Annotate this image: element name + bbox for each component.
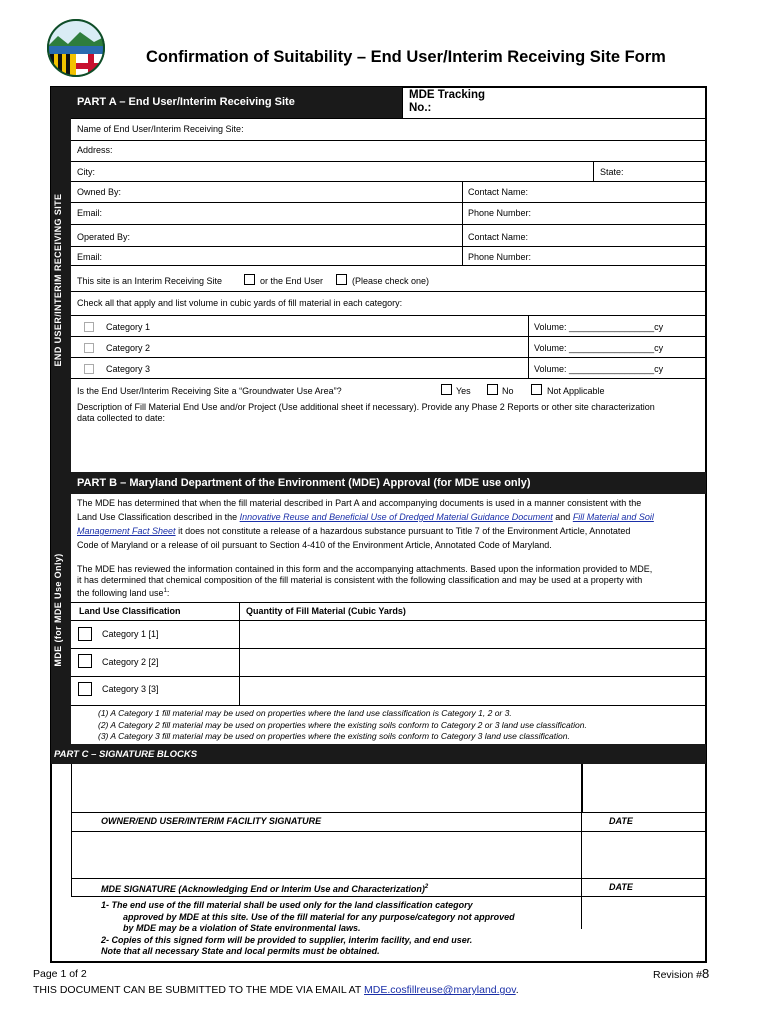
mde-category-2-checkbox[interactable] (78, 654, 92, 668)
land-use-column-header: Land Use Classification (79, 606, 181, 616)
operated-by-field[interactable]: Operated By: (77, 232, 131, 242)
owner-phone-field[interactable]: Phone Number: (468, 208, 532, 218)
check-one-label: (Please check one) (352, 276, 430, 286)
category-2-label: Category 2 (106, 343, 151, 353)
mde-category-1-label: Category 1 [1] (102, 629, 159, 639)
category-3-checkbox[interactable] (84, 364, 94, 374)
part-c-heading: PART C – SIGNATURE BLOCKS (54, 749, 198, 760)
owner-date-label: DATE (609, 816, 633, 826)
mde-category-2-label: Category 2 [2] (102, 657, 159, 667)
guidance-document-link[interactable]: Innovative Reuse and Beneficial Use of Dredged Material Guidance Document (239, 512, 553, 522)
part-b-paragraph-2: The MDE has reviewed the information contained in this form and the accompanying attachments. Based upon the information provided to MDE, it has determined that chemical composition of the fill material is consistent with the following classification and may be used at a property with the following land use$^1$: (77, 564, 653, 598)
part-b-heading: PART B – Maryland Department of the Environment (MDE) Approval (for MDE use only) (77, 477, 531, 489)
category-1-checkbox[interactable] (84, 322, 94, 332)
revision-number: Revision #8 (653, 966, 710, 981)
mde-category-3-checkbox[interactable] (78, 682, 92, 696)
operator-phone-field[interactable]: Phone Number: (468, 252, 532, 262)
groundwater-no-checkbox[interactable] (487, 384, 498, 395)
owner-signature-area[interactable] (71, 764, 583, 813)
category-2-volume[interactable]: Volume: _________________cy (534, 343, 664, 353)
operator-contact-field[interactable]: Contact Name: (468, 232, 529, 242)
end-user-checkbox[interactable] (336, 274, 347, 285)
category-2-checkbox[interactable] (84, 343, 94, 353)
groundwater-na-checkbox[interactable] (531, 384, 542, 395)
address-field[interactable]: Address: (77, 145, 113, 155)
quantity-column-header: Quantity of Fill Material (Cubic Yards) (246, 606, 406, 616)
owner-contact-field[interactable]: Contact Name: (468, 187, 529, 197)
part-a-side-label: END USER/INTERIM RECEIVING SITE (53, 193, 63, 367)
mde-signature-area[interactable] (71, 831, 582, 879)
end-user-label: or the End User (260, 276, 324, 286)
mde-category-1-checkbox[interactable] (78, 627, 92, 641)
state-field[interactable]: State: (600, 167, 624, 177)
interim-site-checkbox[interactable] (244, 274, 255, 285)
classification-notes: (1) A Category 1 fill material may be used on properties where the land use classification is Category 1, 2 or 3. (2) A Category 2 fill material may be used on properties where the existing soils conform to Category 2 or 3 land use classification. (3) A Category 3 fill material may be used on properties where the existing soils conform to Category 3 land use classification. (98, 708, 587, 741)
site-name-field[interactable]: Name of End User/Interim Receiving Site: (77, 124, 244, 134)
category-3-label: Category 3 (106, 364, 151, 374)
mde-date-label: DATE (609, 882, 633, 892)
category-1-volume[interactable]: Volume: _________________cy (534, 322, 664, 332)
mde-signature-label: MDE SIGNATURE (Acknowledging End or Interim Use and Characterization)$^2$ (101, 884, 429, 894)
submission-note: THIS DOCUMENT CAN BE SUBMITTED TO THE MDE VIA EMAIL AT MDE.cosfillreuse@maryland.gov. (33, 984, 519, 996)
owned-by-field[interactable]: Owned By: (77, 187, 122, 197)
site-type-question: This site is an Interim Receiving Site (77, 276, 223, 286)
fact-sheet-link-b[interactable]: Management Fact Sheet (77, 526, 176, 536)
page-title: Confirmation of Suitability – End User/Interim Receiving Site Form (146, 48, 666, 66)
groundwater-question: Is the End User/Interim Receiving Site a “Groundwater Use Area”? (77, 386, 342, 396)
signature-notes: 1- The end use of the fill material shall be used only for the land classification category approved by MDE at this site. Use of the fill material for any purpose/category not approved by MDE may be a violation of State environmental laws. 2- Copies of this signed form will be provided to supplier, interim facility, and end user. Note that all necessary State and local permits must be obtained. (101, 900, 515, 956)
groundwater-yes-label: Yes (456, 386, 471, 396)
mde-category-3-label: Category 3 [3] (102, 684, 159, 694)
check-all-instructions: Check all that apply and list volume in cubic yards of fill material in each category: (77, 298, 403, 308)
tracking-label: MDE Tracking No.: (409, 89, 486, 114)
city-field[interactable]: City: (77, 167, 95, 177)
category-1-label: Category 1 (106, 322, 151, 332)
operator-email-field[interactable]: Email: (77, 252, 103, 262)
description-prompt[interactable]: Description of Fill Material End Use and/or Project (Use additional sheet if necessary). Provide any Phase 2 Reports or other site characterization data collected to date: (77, 402, 655, 423)
groundwater-na-label: Not Applicable (547, 386, 605, 396)
part-b-paragraph-1: The MDE has determined that when the fill material described in Part A and accompanying documents is used in a manner consistent with the Land Use Classification described in the Innovative Reuse and Beneficial Use of Dredged Material Guidance Document and Fill Material and Soil Management Fact Sheet it does not constitute a release of a hazardous substance pursuant to Title 7 of the Environment Article, Annotated Code of Maryland or a release of oil pursuant to Section 4-410 of the Environment Article, Annotated Code of Maryland. (77, 498, 654, 550)
page-number: Page 1 of 2 (33, 968, 87, 980)
groundwater-yes-checkbox[interactable] (441, 384, 452, 395)
part-a-heading: PART A – End User/Interim Receiving Site (77, 96, 295, 108)
maryland-seal-logo (46, 18, 106, 78)
groundwater-no-label: No (502, 386, 514, 396)
submission-email-link[interactable]: MDE.cosfillreuse@maryland.gov (364, 984, 516, 996)
fact-sheet-link-a[interactable]: Fill Material and Soil (572, 512, 654, 522)
owner-signature-label: OWNER/END USER/INTERIM FACILITY SIGNATURE (101, 816, 322, 826)
owner-email-field[interactable]: Email: (77, 208, 103, 218)
part-b-side-label: MDE (for MDE Use Only) (53, 553, 63, 667)
category-3-volume[interactable]: Volume: _________________cy (534, 364, 664, 374)
